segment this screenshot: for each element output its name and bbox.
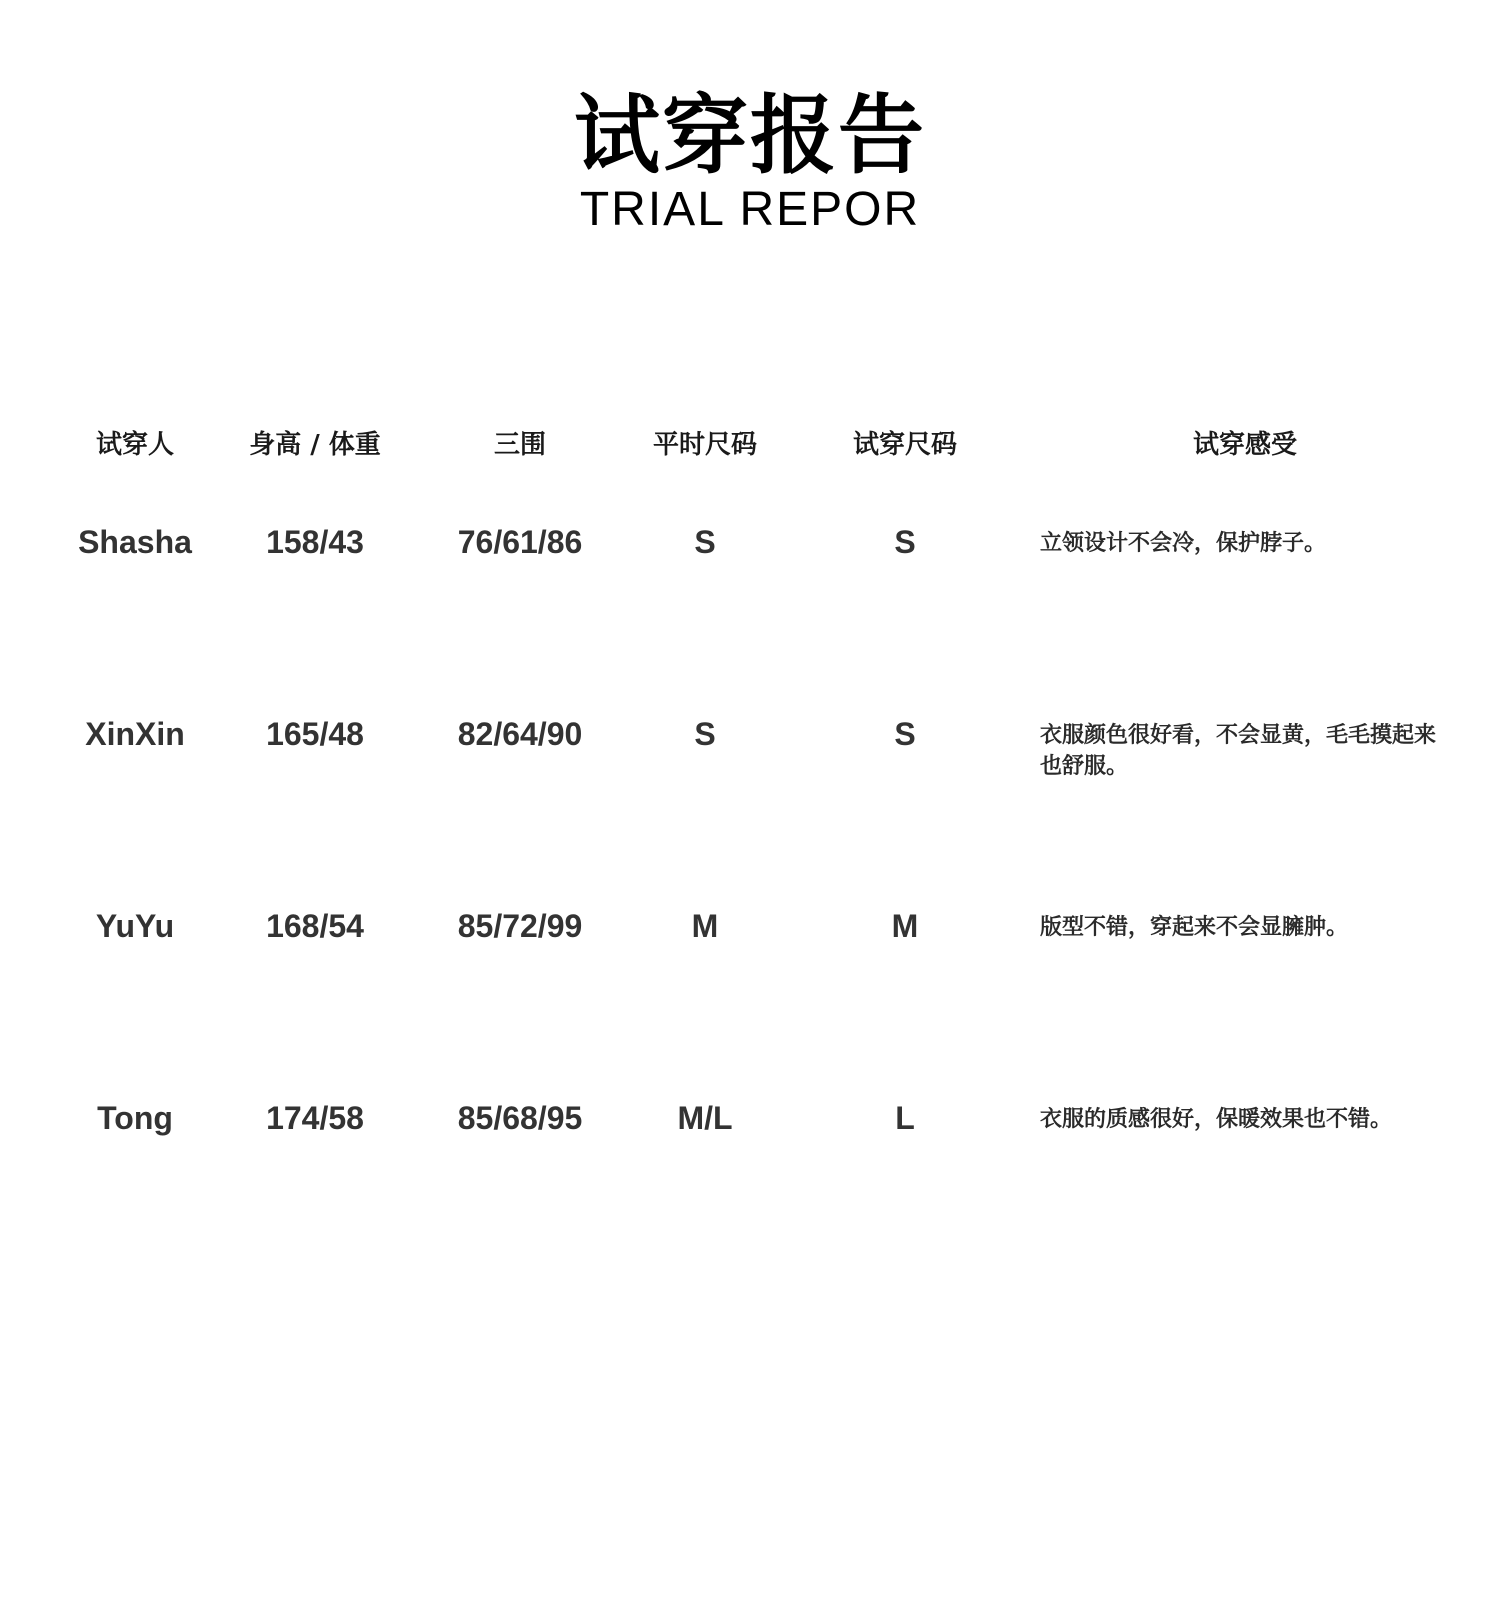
usual-size: M/L [677, 1100, 733, 1136]
measurements: 76/61/86 [457, 524, 583, 560]
table-row [0, 904, 1500, 1024]
feedback-text: 衣服的质感很好，保暖效果也不错。 [1040, 1107, 1393, 1132]
page-title-chinese: 试穿报告 [574, 86, 926, 186]
trial-size: M [891, 908, 919, 944]
header-measurements: 三围 [493, 430, 546, 460]
feedback-text: 版型不错，穿起来不会显臃肿。 [1040, 915, 1349, 940]
feedback-text: 立领设计不会冷，保护脖子。 [1040, 531, 1327, 556]
header-tester: 试穿人 [95, 430, 174, 460]
table-row [0, 712, 1500, 832]
measurements: 85/68/95 [457, 1100, 583, 1136]
header-usual-size: 平时尺码 [652, 430, 757, 460]
height-weight: 158/43 [266, 524, 364, 560]
height-weight: 168/54 [266, 908, 364, 944]
table-row [0, 520, 1500, 640]
usual-size: S [694, 524, 716, 560]
table-header [0, 420, 1500, 470]
tester-name: Tong [97, 1100, 173, 1136]
trial-size: S [894, 716, 916, 752]
usual-size: S [694, 716, 716, 752]
measurements: 82/64/90 [457, 716, 583, 752]
height-weight: 165/48 [266, 716, 364, 752]
trial-size: S [894, 524, 916, 560]
tester-name: Shasha [78, 524, 192, 560]
trial-size: L [895, 1100, 915, 1136]
header-feedback: 试穿感受 [1192, 430, 1297, 460]
usual-size: M [691, 908, 719, 944]
report-title [0, 88, 1500, 238]
measurements: 85/72/99 [457, 908, 583, 944]
header-height-weight: 身高 / 体重 [249, 430, 381, 460]
page-title-english: TRIAL REPOR [579, 183, 921, 236]
tester-name: XinXin [85, 716, 185, 752]
feedback-text: 衣服颜色很好看，不会显黄，毛毛摸起来也舒服。 [1040, 723, 1437, 779]
header-trial-size: 试穿尺码 [852, 430, 957, 460]
tester-name: YuYu [95, 908, 175, 944]
height-weight: 174/58 [266, 1100, 364, 1136]
table-row [0, 1096, 1500, 1216]
